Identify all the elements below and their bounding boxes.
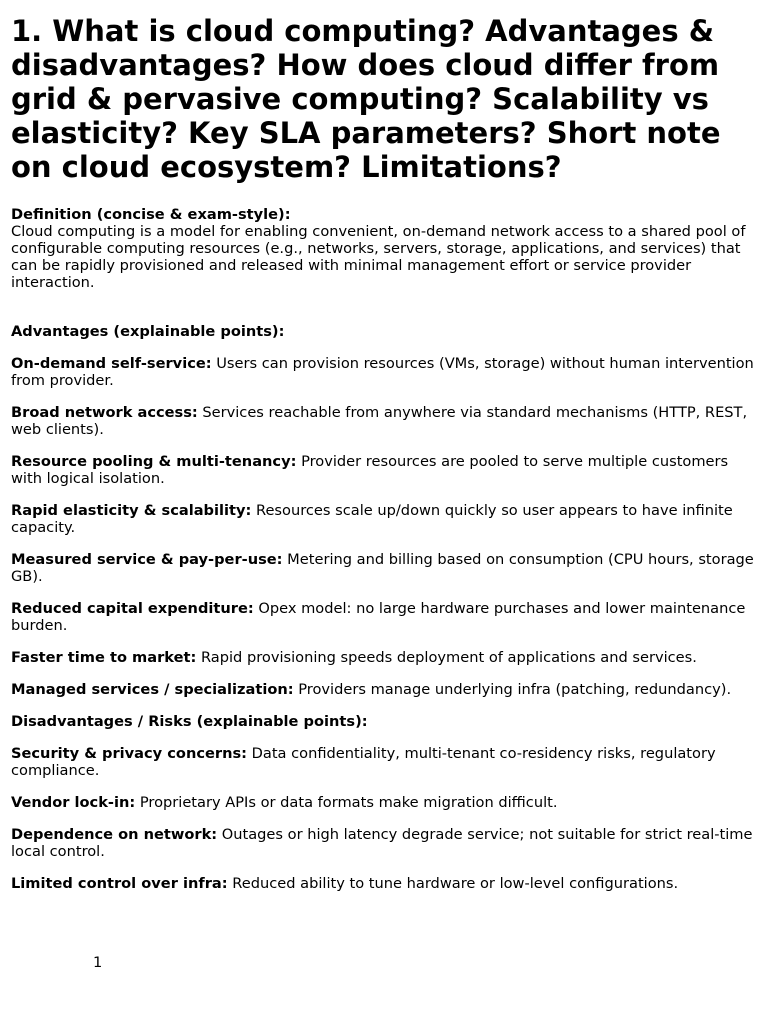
advantage-item — [11, 404, 763, 438]
advantage-term: Broad network access: — [11, 404, 198, 421]
disadvantage-term: Vendor lock-in: — [11, 794, 136, 811]
advantage-term: Reduced capital expenditure: — [11, 600, 254, 617]
definition-block — [11, 206, 763, 291]
disadvantage-item — [11, 745, 763, 779]
advantage-text: Services reachable from anywhere via standard mechanisms (HTTP, REST, web clients). — [11, 404, 748, 438]
disadvantage-text: Data confidentiality, multi-tenant co-residency risks, regulatory compliance. — [11, 745, 716, 779]
advantage-term: Measured service & pay-per-use: — [11, 551, 283, 568]
disadvantage-item — [11, 875, 763, 892]
disadvantages-list — [11, 745, 763, 892]
advantage-text: Resources scale up/down quickly so user appears to have infinite capacity. — [11, 502, 733, 536]
advantage-text: Users can provision resources (VMs, storage) without human intervention from provider. — [11, 355, 754, 389]
advantage-term: Managed services / specialization: — [11, 681, 294, 698]
advantage-item — [11, 600, 763, 634]
advantage-text: Provider resources are pooled to serve multiple customers with logical isolation. — [11, 453, 729, 487]
advantage-term: Faster time to market: — [11, 649, 197, 666]
advantage-item — [11, 502, 763, 536]
advantage-item — [11, 551, 763, 585]
disadvantage-text: Outages or high latency degrade service; not suitable for strict real-time local control. — [11, 826, 753, 860]
disadvantage-text: Proprietary APIs or data formats make migration difficult. — [139, 794, 558, 811]
page-title: 1. What is cloud computing? Advantages & disadvantages? How does cloud differ from grid & pervasive computing? Scalability vs elasticity? Key SLA parameters? Short note on cloud ecosystem? Limitations? — [11, 14, 721, 184]
advantage-text: Rapid provisioning speeds deployment of applications and services. — [200, 649, 697, 666]
advantage-term: On-demand self-service: — [11, 355, 212, 372]
document-page — [11, 14, 763, 892]
advantage-item — [11, 355, 763, 389]
advantage-term: Resource pooling & multi-tenancy: — [11, 453, 297, 470]
disadvantage-item — [11, 794, 763, 811]
advantage-text: Providers manage underlying infra (patching, redundancy). — [298, 681, 732, 698]
advantage-item — [11, 453, 763, 487]
disadvantage-term: Limited control over infra: — [11, 875, 228, 892]
advantage-item — [11, 649, 763, 666]
disadvantage-item — [11, 826, 763, 860]
advantage-term: Rapid elasticity & scalability: — [11, 502, 252, 519]
disadvantage-term: Security & privacy concerns: — [11, 745, 248, 762]
advantage-text: Opex model: no large hardware purchases and lower maintenance burden. — [11, 600, 746, 634]
page-number: 1 — [93, 954, 103, 971]
advantages-heading: Advantages (explainable points): — [11, 323, 285, 340]
definition-text: Cloud computing is a model for enabling convenient, on-demand network access to a shared pool of configurable computing resources (e.g., networks, servers, storage, applications, and services) that can be rapidly provisioned and released with minimal management effort or service provider interaction. — [11, 223, 746, 291]
advantage-item — [11, 681, 763, 698]
definition-label: Definition (concise & exam-style): — [11, 206, 291, 223]
disadvantage-term: Dependence on network: — [11, 826, 218, 843]
disadvantage-text: Reduced ability to tune hardware or low-level configurations. — [232, 875, 679, 892]
advantages-list — [11, 355, 763, 698]
disadvantages-heading: Disadvantages / Risks (explainable points): — [11, 713, 368, 730]
advantage-text: Metering and billing based on consumption (CPU hours, storage GB). — [11, 551, 754, 585]
